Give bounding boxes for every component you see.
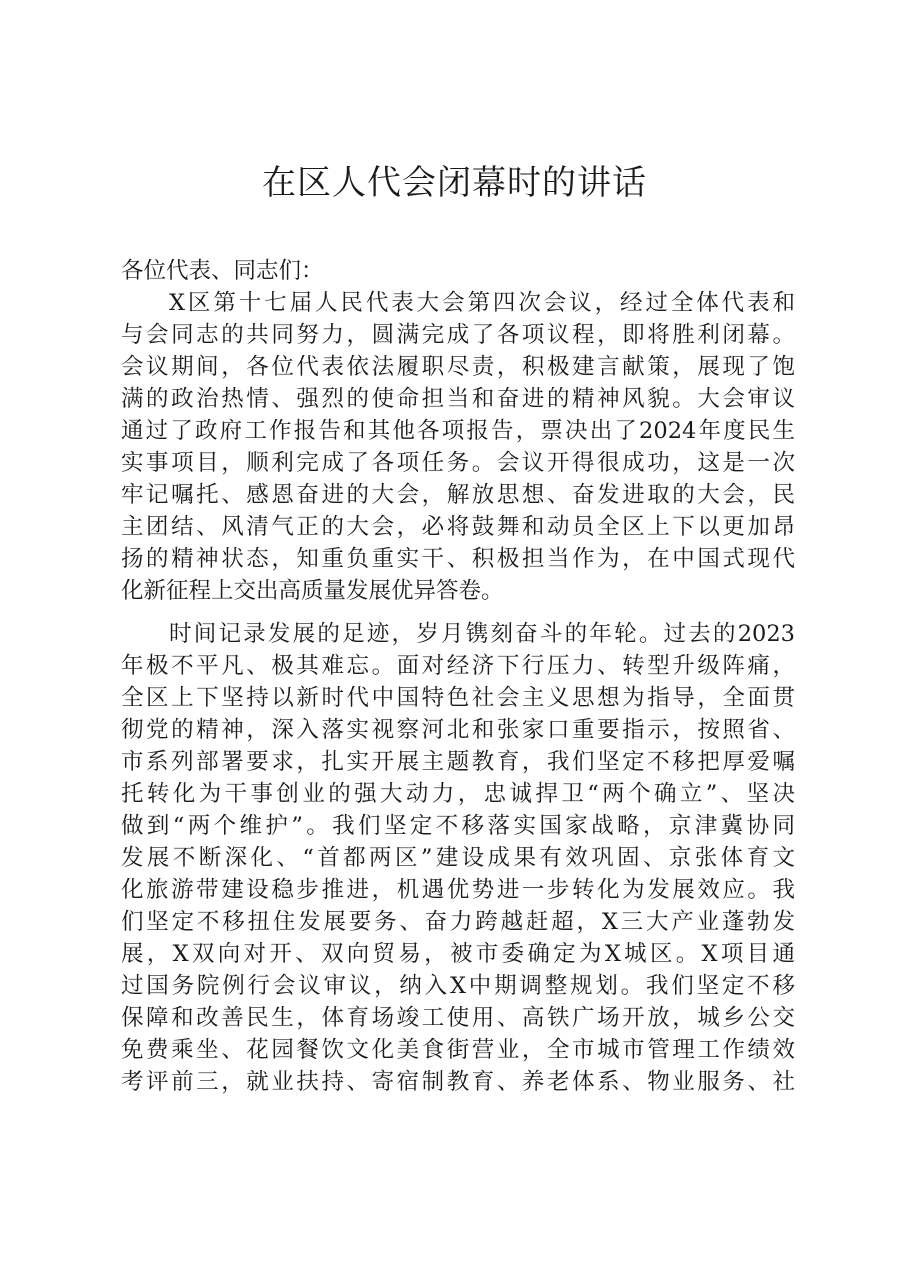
paragraph-line: 发展不断深化、“首都两区”建设成果有效巩固、京张体育文 bbox=[121, 845, 795, 871]
paragraph-line: 市系列部署要求，扎实开展主题教育，我们坚定不移把厚爱嘱 bbox=[121, 749, 795, 775]
paragraph-line: 会议期间，各位代表依法履职尽责，积极建言献策，展现了饱 bbox=[121, 354, 795, 380]
salutation-line: 各位代表、同志们： bbox=[121, 258, 324, 284]
paragraph-line: 彻党的精神，深入落实视察河北和张家口重要指示，按照省、 bbox=[121, 717, 795, 743]
paragraph-line: 化旅游带建设稳步推进，机遇优势进一步转化为发展效应。我 bbox=[121, 877, 795, 903]
paragraph-line: 们坚定不移扭住发展要务、奋力跨越赶超，X三大产业蓬勃发 bbox=[121, 909, 795, 935]
paragraph-line: 与会同志的共同努力，圆满完成了各项议程，即将胜利闭幕。 bbox=[121, 322, 795, 348]
paragraph-line: 做到“两个维护”。我们坚定不移落实国家战略，京津冀协同 bbox=[121, 813, 795, 839]
paragraph-line: 实事项目，顺利完成了各项任务。会议开得很成功，这是一次 bbox=[121, 450, 795, 476]
paragraph-line: 牢记嘱托、感恩奋进的大会，解放思想、奋发进取的大会，民 bbox=[121, 482, 795, 508]
paragraph-line: 托转化为干事创业的强大动力，忠诚捍卫“两个确立”、坚决 bbox=[121, 781, 795, 807]
paragraph-line: 主团结、风清气正的大会，必将鼓舞和动员全区上下以更加昂 bbox=[121, 514, 795, 540]
document-title: 在区人代会闭幕时的讲话 bbox=[262, 163, 647, 203]
paragraph-line: 时间记录发展的足迹，岁月镌刻奋斗的年轮。过去的2023 bbox=[169, 621, 795, 647]
paragraph-line: 考评前三，就业扶持、寄宿制教育、养老体系、物业服务、社 bbox=[121, 1069, 795, 1095]
paragraph-line: 满的政治热情、强烈的使命担当和奋进的精神风貌。大会审议 bbox=[121, 386, 795, 412]
paragraph-line: X区第十七届人民代表大会第四次会议，经过全体代表和 bbox=[169, 290, 795, 316]
paragraph-line: 化新征程上交出高质量发展优异答卷。 bbox=[121, 578, 504, 604]
paragraph-line: 扬的精神状态，知重负重实干、积极担当作为，在中国式现代 bbox=[121, 546, 795, 572]
paragraph-line: 过国务院例行会议审议，纳入X中期调整规划。我们坚定不移 bbox=[121, 973, 795, 999]
paragraph-line: 展，X双向对开、双向贸易，被市委确定为X城区。X项目通 bbox=[121, 941, 795, 967]
paragraph-line: 全区上下坚持以新时代中国特色社会主义思想为指导，全面贯 bbox=[121, 685, 795, 711]
paragraph-line: 免费乘坐、花园餐饮文化美食街营业，全市城市管理工作绩效 bbox=[121, 1037, 795, 1063]
paragraph-line: 保障和改善民生，体育场竣工使用、高铁广场开放，城乡公交 bbox=[121, 1005, 795, 1031]
paragraph-line: 年极不平凡、极其难忘。面对经济下行压力、转型升级阵痛， bbox=[121, 653, 795, 679]
paragraph-line: 通过了政府工作报告和其他各项报告，票决出了2024年度民生 bbox=[121, 418, 795, 444]
